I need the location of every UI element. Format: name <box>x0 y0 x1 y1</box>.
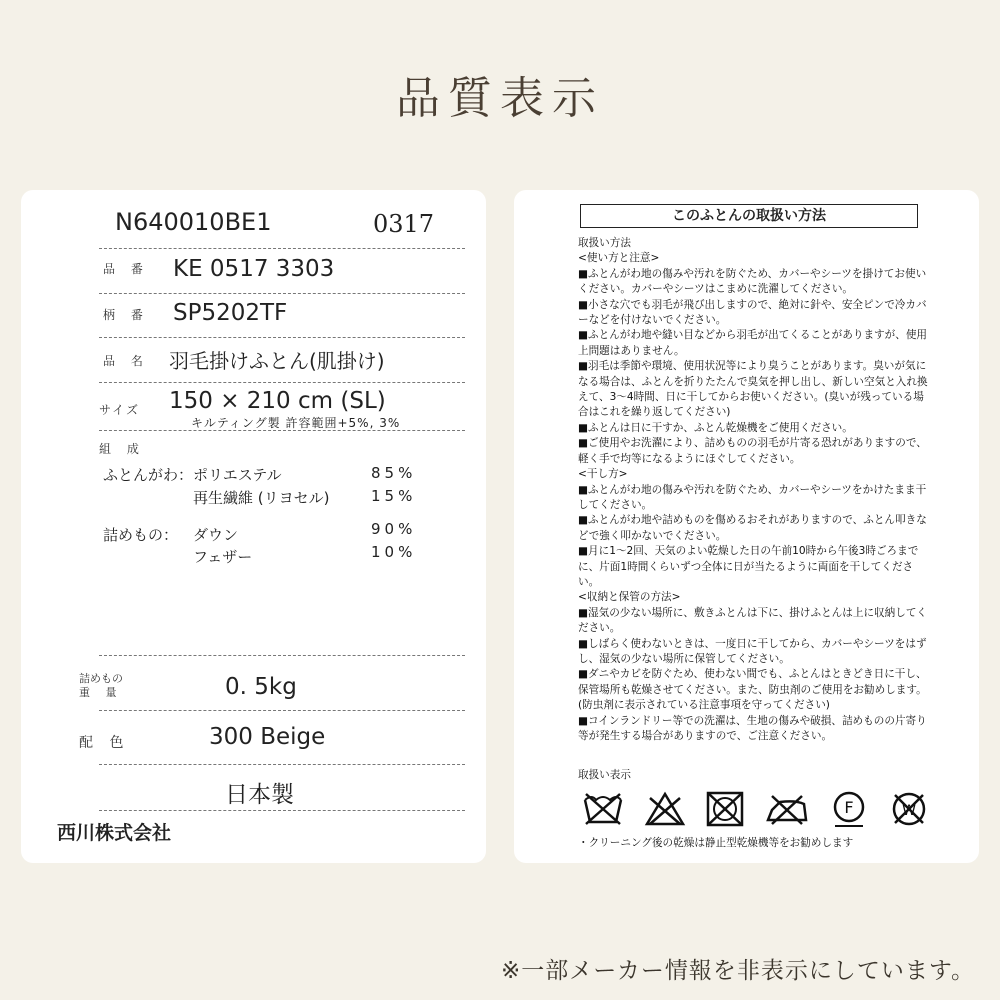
bullet-icon: ■ <box>578 360 589 373</box>
use-item <box>578 436 928 467</box>
use-item <box>578 267 928 298</box>
care-instructions <box>578 236 928 744</box>
use-item-text: ふとんがわ地の傷みや汚れを防ぐため、カバーやシーツを掛けてお使いください。カバーやシーツはこまめに洗濯してください。 <box>578 267 927 296</box>
comp-part: 詰めもの： <box>103 526 179 544</box>
use-item <box>578 359 928 421</box>
divider <box>99 248 465 249</box>
weight-label-line2: 重 量 <box>79 686 123 699</box>
section-heading: 取扱い方法 <box>578 237 631 249</box>
bullet-icon: ■ <box>578 714 589 727</box>
bullet-icon: ■ <box>578 421 589 434</box>
divider <box>99 293 465 294</box>
dry-item-text: 月に1～2回、天気のよい乾燥した日の午前10時から午後3時ごろまでに、片面1時間くらいずつ全体に日が当たるように両面を干してください。 <box>578 545 919 588</box>
comp-material: ダウン <box>193 526 239 544</box>
row-value-hinban: KE 0517 3303 <box>173 256 335 282</box>
bullet-icon: ■ <box>578 545 589 558</box>
use-item-text: ご使用やお洗濯により、詰めものの羽毛が片寄る恐れがありますので、軽く手で均等になるようにほぐしてください。 <box>578 437 927 465</box>
bullet-icon: ■ <box>578 437 589 450</box>
dry-item <box>578 544 928 590</box>
store-item <box>578 637 928 668</box>
care-label-card <box>514 190 979 863</box>
bullet-icon: ■ <box>578 514 589 527</box>
store-item <box>578 667 928 713</box>
comp-part: ふとんがわ： <box>103 466 194 484</box>
care-label-title: このふとんの取扱い方法 <box>580 204 918 228</box>
product-code: N640010BE1 <box>115 208 272 236</box>
composition-label: 組 成 <box>99 442 145 456</box>
product-code-suffix: 0317 <box>373 210 435 238</box>
maker-name: 西川株式会社 <box>57 822 172 844</box>
page-title: 品質表示 <box>396 73 604 124</box>
dry-item <box>578 513 928 544</box>
dry-item <box>578 483 928 514</box>
row-value-hinmei: 羽毛掛けふとん(肌掛け) <box>169 349 385 373</box>
svg-text:W: W <box>902 803 916 819</box>
bullet-icon: ■ <box>578 668 589 681</box>
care-symbols-heading: 取扱い表示 <box>578 769 631 781</box>
dry-item-text: ふとんがわ地や詰めものを傷めるおそれがありますので、ふとん叩きなどで強く叩かないでください。 <box>578 514 927 542</box>
divider <box>99 710 465 711</box>
divider <box>99 430 465 431</box>
use-item-text: 羽毛は季節や環境、使用状況等により臭うことがあります。臭いが気になる場合は、ふとんを折りたたんで臭気を押し出し、新しい空気と入れ換えて、3～4時間、日に干してからお使いください。(臭いが残っている場合はこれを繰り返してください) <box>578 360 928 419</box>
care-note: ・クリーニング後の乾燥は静止型乾燥機等をお勧めします <box>578 837 854 849</box>
country-of-origin: 日本製 <box>225 782 294 808</box>
row-label-garaban: 柄 番 <box>103 308 149 322</box>
comp-pct: 85% <box>371 464 417 482</box>
no-tumble-dry-icon <box>704 790 746 828</box>
bullet-icon: ■ <box>578 637 589 650</box>
row-label-size: サイズ <box>99 403 141 417</box>
color-value: 300 Beige <box>209 724 326 750</box>
store-item <box>578 606 928 637</box>
comp-pct: 10% <box>371 543 417 561</box>
bullet-icon: ■ <box>578 267 589 280</box>
use-item-text: 小さな穴でも羽毛が飛び出しますので、絶対に針や、安全ピンで冷カバーなどを付けないでください。 <box>578 298 927 327</box>
divider <box>99 764 465 765</box>
dry-heading: <干し方> <box>578 468 628 481</box>
use-item-text: ふとんは日に干すか、ふとん乾燥機をご使用ください。 <box>588 421 853 434</box>
store-item-text: ダニやカビを防ぐため、使わない間でも、ふとんはときどき日に干し、保管場所も乾燥させてください。また、防虫剤のご使用をお勧めします。(防虫剤に表示されている注意事項を守ってください) <box>578 668 927 712</box>
store-item-text: しばらく使わないときは、一度日に干してから、カバーやシーツをはずし、湿気の少ない場所に保管してください。 <box>578 637 927 665</box>
no-iron-icon <box>766 790 808 828</box>
divider <box>99 382 465 383</box>
use-item <box>578 298 928 329</box>
comp-material: 再生繊維 (リヨセル) <box>193 489 330 507</box>
size-tolerance-note: キルティング製 許容範囲+5%, 3% <box>191 416 401 430</box>
store-item-text: コインランドリー等での洗濯は、生地の傷みや破損、詰めものの片寄り等が発生する場合がありますので、ご注意ください。 <box>578 714 927 742</box>
divider <box>99 810 465 811</box>
quality-label-card <box>21 190 486 863</box>
bullet-icon: ■ <box>578 298 589 311</box>
bullet-icon: ■ <box>578 606 589 619</box>
no-wash-icon <box>582 790 624 828</box>
svg-text:F: F <box>844 798 854 817</box>
store-item-text: 湿気の少ない場所に、敷きふとんは下に、掛けふとんは上に収納してください。 <box>578 606 928 635</box>
row-label-hinban: 品 番 <box>103 262 149 276</box>
row-value-size: 150 × 210 cm (SL) <box>169 388 386 414</box>
care-symbols-row <box>582 790 942 830</box>
store-item <box>578 714 928 745</box>
footnote: ※一部メーカー情報を非表示にしています。 <box>501 958 975 984</box>
dry-clean-f-icon <box>828 790 870 828</box>
weight-label-line1: 詰めもの <box>79 672 123 685</box>
no-wet-clean-icon <box>888 790 930 828</box>
divider <box>99 655 465 656</box>
bullet-icon: ■ <box>578 483 589 496</box>
use-heading: <使い方と注意> <box>578 252 660 265</box>
row-label-hinmei: 品 名 <box>103 354 149 368</box>
divider <box>99 337 465 338</box>
comp-pct: 15% <box>371 487 417 505</box>
color-label: 配 色 <box>79 735 130 751</box>
use-item-text: ふとんがわ地や縫い目などから羽毛が出てくることがありますが、使用上問題はありません。 <box>578 329 928 357</box>
use-item <box>578 421 928 436</box>
use-item <box>578 328 928 359</box>
comp-material: ポリエステル <box>193 466 282 484</box>
store-heading: <収納と保管の方法> <box>578 591 681 604</box>
bullet-icon: ■ <box>578 329 589 342</box>
weight-value: 0. 5kg <box>225 674 297 700</box>
row-value-garaban: SP5202TF <box>173 300 288 326</box>
dry-item-text: ふとんがわ地の傷みや汚れを防ぐため、カバーやシーツをかけたまま干してください。 <box>578 483 927 511</box>
no-bleach-icon <box>644 790 686 828</box>
comp-pct: 90% <box>371 520 417 538</box>
comp-material: フェザー <box>193 548 253 566</box>
